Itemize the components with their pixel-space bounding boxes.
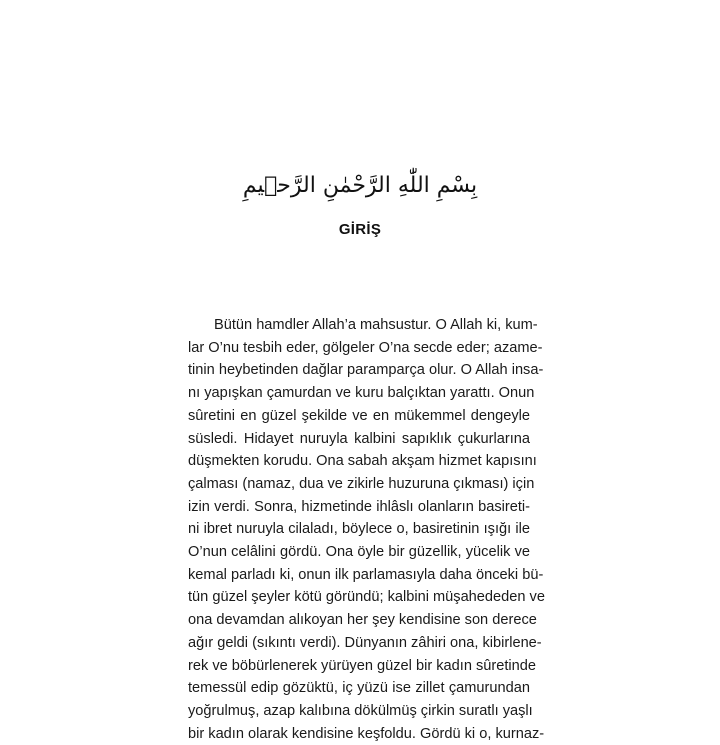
text-line: tün güzel şeyler kötü göründü; kalbini müşahededen ve: [188, 589, 545, 606]
text-line: ni ibret nuruyla cilaladı, böylece o, basiretinin ışığı ile: [188, 521, 530, 538]
text-line: yoğrulmuş, azap kalıbına dökülmüş çirkin suratlı yaşlı: [188, 702, 533, 719]
text-line: çalması (namaz, dua ve zikirle huzuruna çıkması) için: [188, 475, 535, 492]
text-line: kemal parladı ki, onun ilk parlamasıyla daha önceki bü-: [188, 566, 544, 583]
text-line: bir kadın olarak kendisine keşfoldu. Gördü ki o, kurnaz-: [188, 725, 545, 742]
text-line: süsledi. Hidayet nuruyla kalbini sapıklık çukurlarına: [188, 430, 530, 447]
chapter-title: GİRİŞ: [338, 221, 382, 238]
body-paragraph: [188, 314, 545, 745]
text-line: ona devamdan alıkoyan her şey kendisine son derece: [188, 612, 537, 629]
text-line: lar O’nu tesbih eder, gölgeler O’na secde eder; azame-: [188, 339, 543, 356]
text-line: rek ve böbürlenerek yürüyen güzel bir kadın sûretinde: [188, 657, 537, 674]
basmala-heading: بِسْمِ اللّٰهِ الرَّحْمٰنِ الرَّح۪يمِ: [242, 173, 478, 198]
text-line: nı yapışkan çamurdan ve kuru balçıktan yarattı. Onun: [188, 385, 535, 402]
text-line: düşmekten korudu. Ona sabah akşam hizmet kapısını: [188, 453, 537, 470]
text-line: ağır geldi (sıkıntı verdi). Dünyanın zâhiri ona, kibirlene-: [188, 634, 542, 651]
text-line: Bütün hamdler Allah’a mahsustur. O Allah ki, kum-: [214, 317, 538, 333]
text-line: O’nun celâlini gördü. Ona öyle bir güzellik, yücelik ve: [188, 544, 530, 561]
text-line: izin verdi. Sonra, hizmetinde ihlâslı olanların basireti-: [188, 498, 530, 515]
text-line: tinin heybetinden dağlar paramparça olur. O Allah insa-: [188, 362, 544, 379]
text-line: sûretini en güzel şekilde ve en mükemmel dengeyle: [188, 407, 530, 424]
text-line: temessül edip gözüktü, iç yüzü ise zillet çamurundan: [188, 680, 530, 697]
